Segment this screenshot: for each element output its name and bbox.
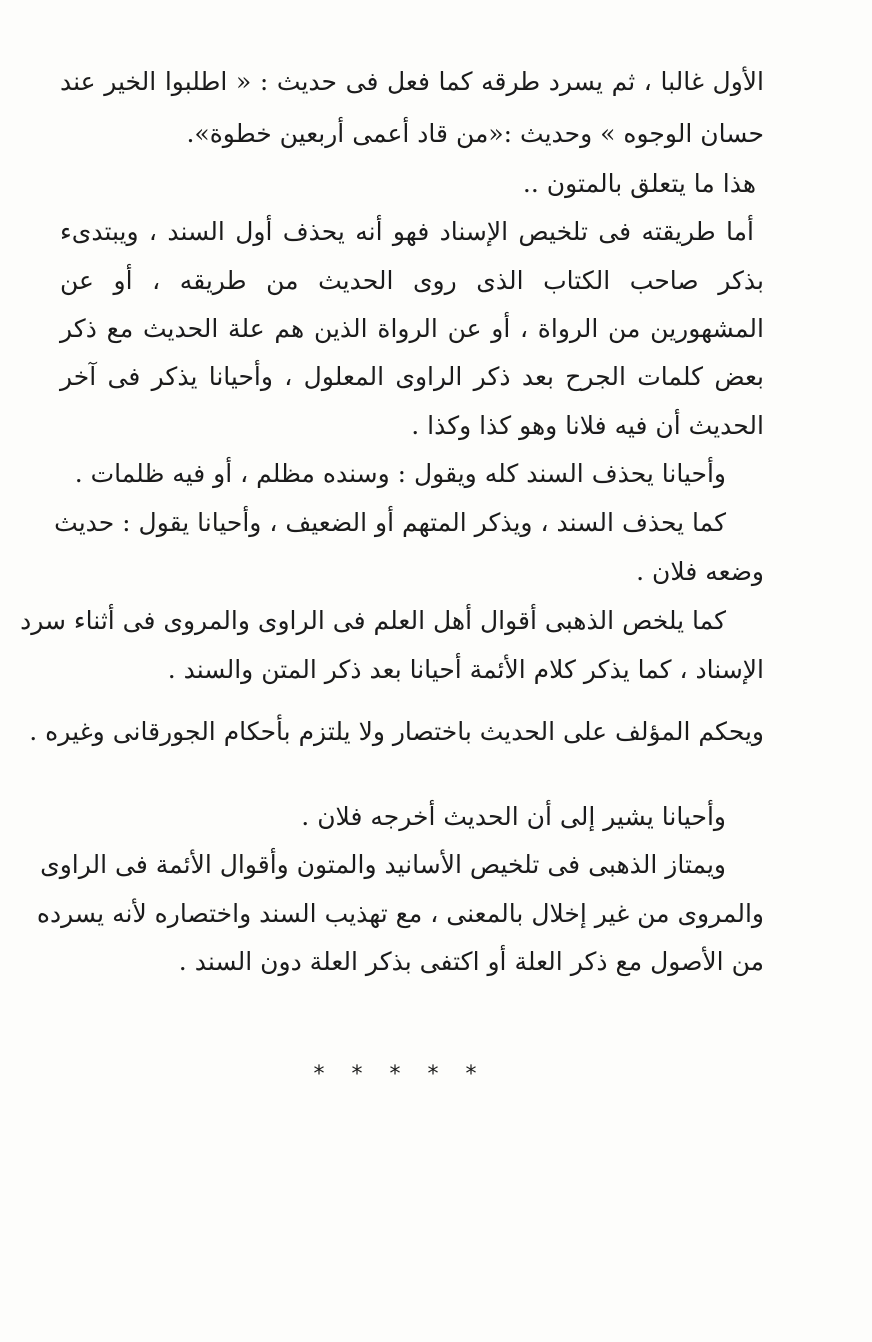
text-line: الإسناد ، كما يذكر كلام الأئمة أحيانا بعد ذكر المتن والسند .: [167, 655, 764, 684]
text-line: الأول غالبا ، ثم يسرد طرقه كما فعل فى حديث : « اطلبوا الخير عند: [60, 67, 764, 96]
text-line: هذا ما يتعلق بالمتون ..: [522, 169, 756, 198]
text-line: بعض كلمات الجرح بعد ذكر الراوى المعلول ، وأحيانا يذكر فى آخر: [60, 362, 764, 391]
text-line: ويحكم المؤلف على الحديث باختصار ولا يلتزم بأحكام الجورقانى وغيره .: [29, 717, 764, 746]
text-line: بذكر صاحب الكتاب الذى روى الحديث من طريقه ، أو عن: [60, 266, 764, 295]
text-line: كما يحذف السند ، ويذكر المتهم أو الضعيف ، وأحيانا يقول : حديث: [54, 508, 726, 537]
text-line: وضعه فلان .: [636, 557, 764, 586]
text-line: وأحيانا يشير إلى أن الحديث أخرجه فلان .: [301, 802, 726, 831]
text-line: ويمتاز الذهبى فى تلخيص الأسانيد والمتون وأقوال الأئمة فى الراوى: [40, 850, 726, 879]
text-line: الحديث أن فيه فلانا وهو كذا وكذا .: [411, 411, 764, 440]
text-line: المشهورين من الرواة ، أو عن الرواة الذين هم علة الحديث مع ذكر: [60, 314, 764, 343]
text-line: حسان الوجوه » وحديث :«من قاد أعمى أربعين خطوة».: [186, 119, 764, 148]
section-separator: * * * * *: [313, 1062, 487, 1087]
text-line: من الأصول مع ذكر العلة أو اكتفى بذكر العلة دون السند .: [178, 947, 764, 976]
text-line: كما يلخص الذهبى أقوال أهل العلم فى الراوى والمروى فى أثناء سرد: [20, 606, 726, 635]
text-line: أما طريقته فى تلخيص الإسناد فهو أنه يحذف أول السند ، ويبتدىء: [60, 217, 754, 246]
text-line: وأحيانا يحذف السند كله ويقول : وسنده مظلم ، أو فيه ظلمات .: [74, 459, 726, 488]
text-line: والمروى من غير إخلال بالمعنى ، مع تهذيب السند واختصاره لأنه يسرده: [36, 899, 764, 928]
